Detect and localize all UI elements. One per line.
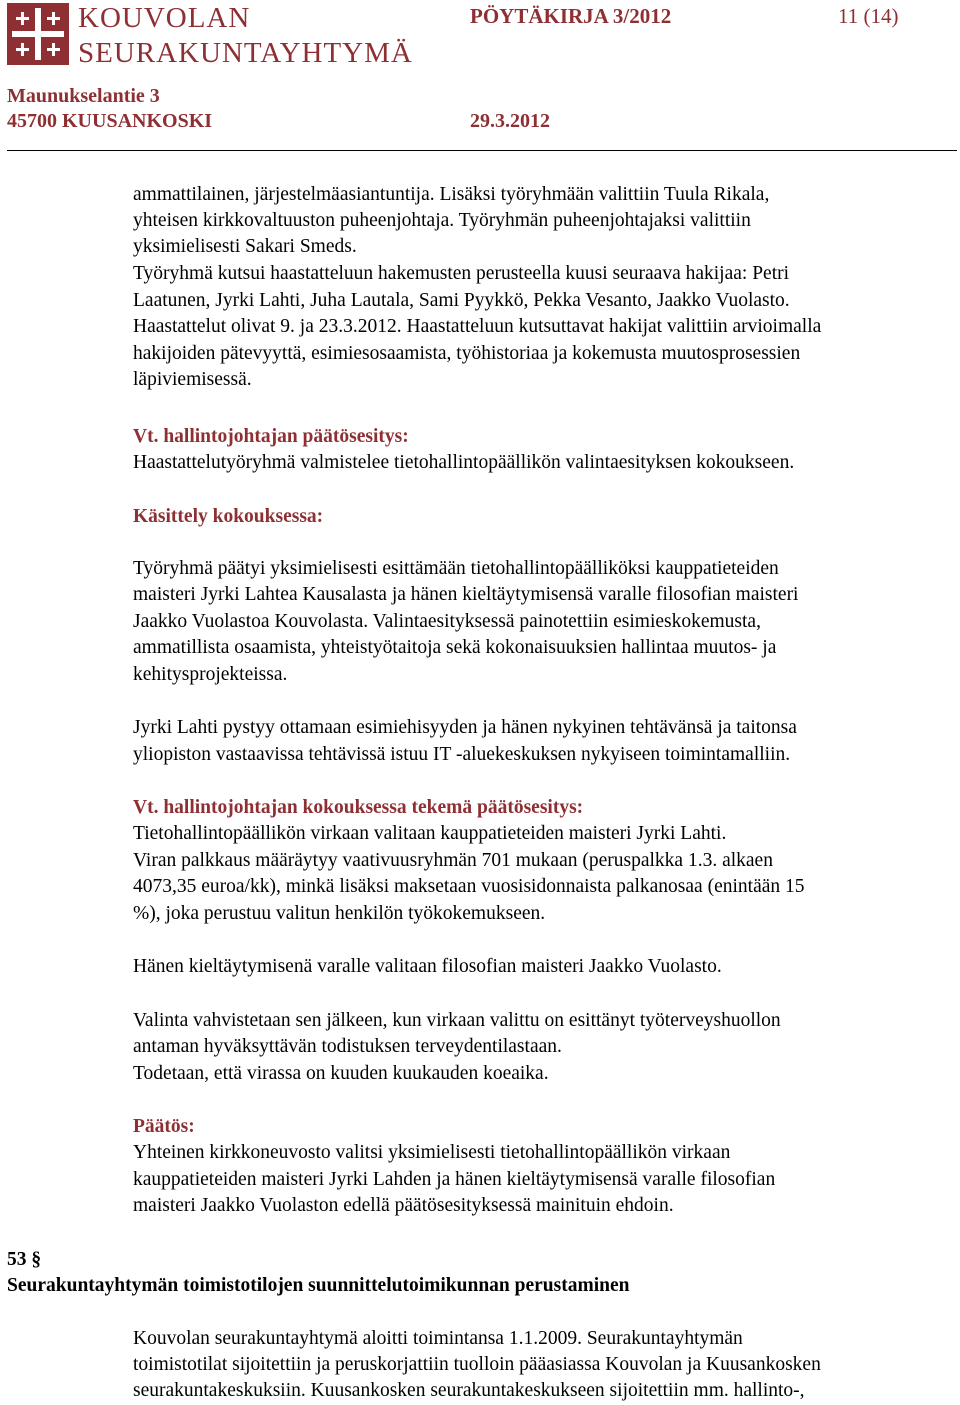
text-line: Yhteinen kirkkoneuvosto valitsi yksimielisesti tietohallintopäällikön virkaan xyxy=(133,1142,731,1163)
text-line: läpiviemisessä. xyxy=(133,369,252,390)
text-line: kehitysprojekteissa. xyxy=(133,664,288,685)
text-line: ammatillista osaamista, yhteistyötaitoja sekä kokonaisuuksien hallintaa muutos- ja xyxy=(133,637,777,658)
text-line: kauppatieteiden maisteri Jyrki Lahden ja hänen kieltäytymisensä varalle filosofian xyxy=(133,1169,776,1190)
org-name-line1: KOUVOLAN xyxy=(78,2,251,34)
text-line: Todetaan, että virassa on kuuden kuukauden koeaika. xyxy=(133,1063,549,1084)
text-line: Kouvolan seurakuntayhtymä aloitti toimintansa 1.1.2009. Seurakuntayhtymän xyxy=(133,1328,743,1349)
heading-handling: Käsittely kokouksessa: xyxy=(133,506,324,527)
section-title: Seurakuntayhtymän toimistotilojen suunnittelutoimikunnan perustaminen xyxy=(7,1275,630,1296)
text-line: maisteri Jyrki Lahtea Kausalasta ja hänen kieltäytymisensä varalle filosofian maisteri xyxy=(133,584,799,605)
text-line: Valinta vahvistetaan sen jälkeen, kun virkaan valittu on esittänyt työterveyshuollon xyxy=(133,1010,781,1031)
text-line: Tietohallintopäällikön virkaan valitaan kauppatieteiden maisteri Jyrki Lahti. xyxy=(133,823,727,844)
document-title: PÖYTÄKIRJA 3/2012 xyxy=(470,4,672,28)
text-line: antaman hyväksyttävän todistuksen terveydentilastaan. xyxy=(133,1036,562,1057)
text-line: Laatunen, Jyrki Lahti, Juha Lautala, Sami Pyykkö, Pekka Vesanto, Jaakko Vuolasto. xyxy=(133,290,790,311)
text-line: seurakuntakeskuksiin. Kuusankosken seurakuntakeskukseen sijoitettiin mm. hallinto-, xyxy=(133,1380,805,1401)
address-street: Maunukselantie 3 xyxy=(7,85,160,107)
document-date: 29.3.2012 xyxy=(470,110,550,132)
page-number: 11 (14) xyxy=(838,4,899,28)
text-line: yksimielisesti Sakari Smeds. xyxy=(133,236,357,257)
heading-proposal: Vt. hallintojohtajan päätösesitys: xyxy=(133,426,409,447)
text-line: maisteri Jaakko Vuolaston edellä päätösesityksessä mainituin ehdoin. xyxy=(133,1195,674,1216)
text-line: yliopiston vastaavissa tehtävissä istuu IT -aluekeskuksen nykyiseen toimintamalliin. xyxy=(133,744,791,765)
text-line: Hänen kieltäytymisenä varalle valitaan filosofian maisteri Jaakko Vuolasto. xyxy=(133,956,722,977)
address-city: 45700 KUUSANKOSKI xyxy=(7,110,213,132)
text-line: Työryhmä kutsui haastatteluun hakemusten perusteella kuusi seuraava hakijaa: Petri xyxy=(133,263,790,284)
heading-decision: Päätös: xyxy=(133,1116,195,1137)
text-line: Työryhmä päätyi yksimielisesti esittämään tietohallintopäälliköksi kauppatieteiden xyxy=(133,558,779,579)
text-line: Jyrki Lahti pystyy ottamaan esimiehisyyden ja hänen nykyinen tehtävänsä ja taitonsa xyxy=(133,717,797,738)
proposal-text: Haastattelutyöryhmä valmistelee tietohallintopäällikön valintaesityksen kokoukseen. xyxy=(133,452,795,473)
text-line: ammattilainen, järjestelmäasiantuntija. Lisäksi työryhmään valittiin Tuula Rikala, xyxy=(133,184,770,205)
text-line: hakijoiden pätevyyttä, esimiesosaamista, työhistoriaa ja kokemusta muutosprosessien xyxy=(133,343,801,364)
org-name-line2: SEURAKUNTAYHTYMÄ xyxy=(78,37,413,69)
heading-meeting-proposal: Vt. hallintojohtajan kokouksessa tekemä päätösesitys: xyxy=(133,797,584,818)
text-line: yhteisen kirkkovaltuuston puheenjohtaja. Työryhmän puheenjohtajaksi valittiin xyxy=(133,210,751,231)
text-line: %), joka perustuu valitun henkilön työkokemukseen. xyxy=(133,903,546,924)
text-line: 4073,35 euroa/kk), minkä lisäksi maksetaan vuosisidonnaista palkanosaa (enintään 15 xyxy=(133,876,805,897)
text-line: Jaakko Vuolastoa Kouvolasta. Valintaesityksessä painotettiin esimieskokemusta, xyxy=(133,611,761,632)
cross-logo-icon xyxy=(7,3,69,65)
header-divider xyxy=(7,150,957,151)
text-line: toimistotilat sijoitettiin ja peruskorjattiin tuolloin pääasiassa Kouvolan ja Kuusankosken xyxy=(133,1354,821,1375)
section-number: 53 § xyxy=(7,1249,42,1270)
text-line: Viran palkkaus määräytyy vaativuusryhmän 701 mukaan (peruspalkka 1.3. alkaen xyxy=(133,850,773,871)
text-line: Haastattelut olivat 9. ja 23.3.2012. Haastatteluun kutsuttavat hakijat valittiin arvioimalla xyxy=(133,316,822,337)
